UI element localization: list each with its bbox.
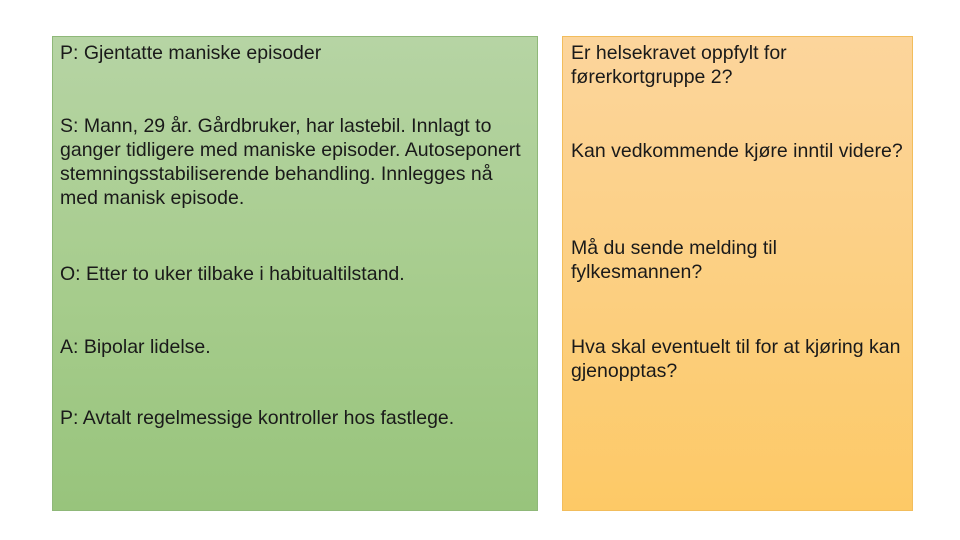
assessment-text: A: Bipolar lidelse. bbox=[60, 336, 211, 358]
subjective-text: S: Mann, 29 år. Gårdbruker, har lastebil. Innlagt to ganger tidligere med maniske episoder. Autoseponert stemningsstabiliserende behandling. Innlegges nå med manisk episode. bbox=[60, 115, 521, 209]
objective-text: O: Etter to uker tilbake i habitualtilstand. bbox=[60, 263, 405, 285]
question-license-group: Er helsekravet oppfylt for førerkortgruppe 2? bbox=[571, 42, 787, 88]
question-resume-driving: Hva skal eventuelt til for at kjøring kan gjenopptas? bbox=[571, 336, 901, 382]
question-notify-governor: Må du sende melding til fylkesmannen? bbox=[571, 237, 777, 283]
problem-text: P: Gjentatte maniske episoder bbox=[60, 42, 322, 64]
plan-text: P: Avtalt regelmessige kontroller hos fastlege. bbox=[60, 407, 455, 429]
question-drive-meanwhile: Kan vedkommende kjøre inntil videre? bbox=[571, 140, 903, 162]
